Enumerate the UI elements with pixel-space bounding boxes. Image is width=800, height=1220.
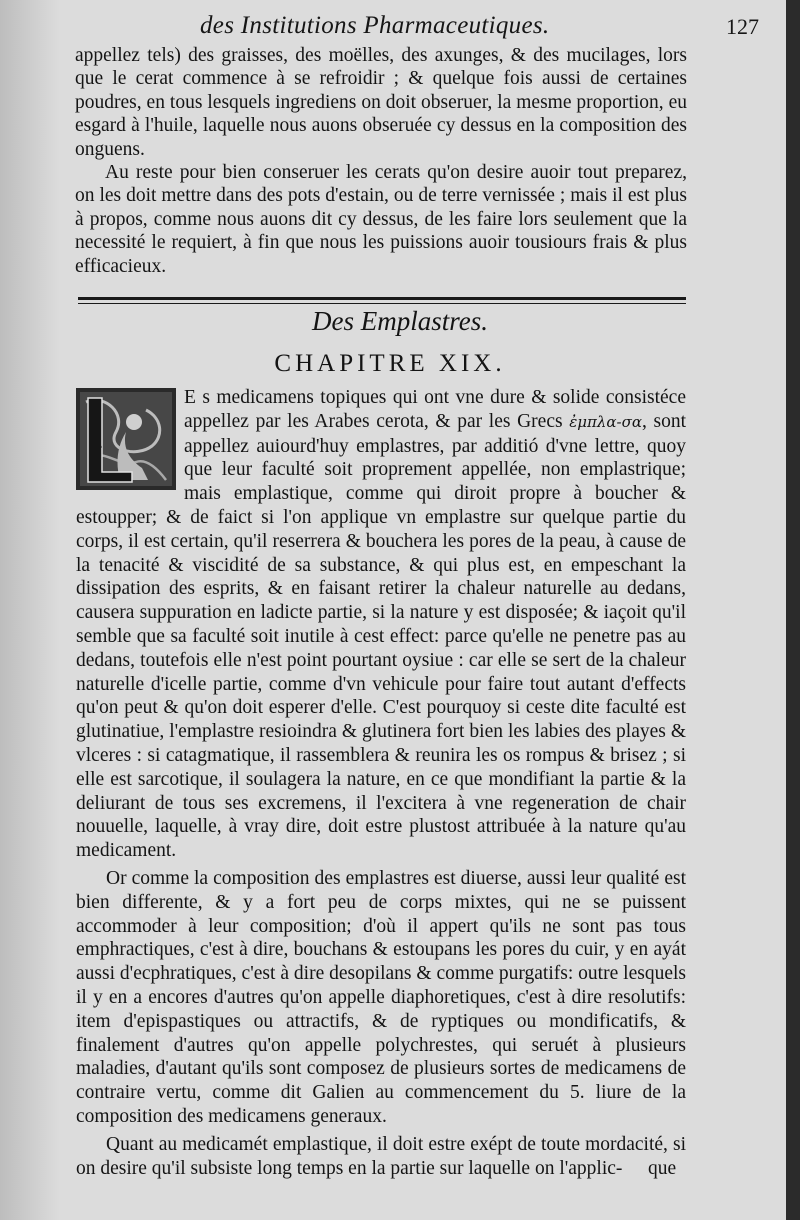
paragraph-emplastres-definition bbox=[76, 386, 686, 863]
paragraph-lead-text: E s medicamens topiques qui ont vne dure & solide consistéce appellez par les Arabes cerota, & par les Grecs bbox=[184, 387, 686, 432]
paragraph-rest-text: , sont appellez auiourd'huy emplastres, par additió d'vne lettre, quoy que leur faculté soit proprement appellée, non emplastrique; mais emplastique, comme qui diroit propre à boucher & estoupper; & de faict si l'on applique vn emplastre sur quelque partie du corps, il est certain, qu'il reserrera & bouchera les pores de la peau, à cause de la tenacité & viscidité de sa substance, & qui plus est, en empeschant la dissipation des esprits, & en faisant retirer la chaleur naturelle au dedans, causera suppuration en ladicte partie, si la nature y est disposée; & iaçoit qu'il semble que sa faculté soit inutile à cest effect: parce qu'elle ne penetre pas au dedans, toutefois elle n'est point pourtant oysiue : car elle se sert de la chaleur naturelle d'icelle partie, comme d'vn vehicule pour faire tout autant d'effects qu'on peut & qu'on doit esperer d'elle. C'est pourquoy si ceste dite faculté est glutinatiue, l'emplastre resioindra & glutinera fort bien les labies des playes & vlceres : si catagmatique, il rassemblera & reunira les os rompus & brisez ; si elle est sarcotique, il soulagera la nature, en ce que mondifiant la partie & la deliurant de tous ses excremens, il l'excitera à vne regeneration de chair nouuelle, laquelle, à vray dire, doit estre plustost attribuée à la nature qu'au medicament. bbox=[76, 410, 687, 862]
drop-cap-initial bbox=[76, 388, 176, 490]
section-title: Des Emplastres. bbox=[312, 306, 488, 336]
section-rule-thick bbox=[78, 297, 686, 300]
running-head bbox=[0, 8, 786, 42]
catchword: que bbox=[648, 1158, 677, 1179]
chapter-body bbox=[76, 386, 686, 1180]
chapter-title: CHAPITRE XIX. bbox=[274, 350, 506, 377]
page-number: 127 bbox=[726, 14, 759, 39]
svg-text:L: L bbox=[95, 437, 103, 451]
greek-term: ἐμπλα-σα bbox=[569, 412, 642, 431]
paragraph-continuation: appellez tels) des graisses, des moëlles, des axunges, & des mucilages, lors que le cerat commence à se refroidir ; & quelque fois aussi de certaines poudres, en tous lesquels ingrediens on doit obseruer, la mesme proportion, eu esgard à l'huile, laquelle nous auons obseruée cy dessus en la composition des onguens. bbox=[75, 45, 687, 160]
top-text-block bbox=[75, 44, 687, 278]
paragraph-cerats-storage: Au reste pour bien conseruer les cerats qu'on desire auoir tout preparez, on les doit mettre dans des pots d'estain, ou de terre vernissée ; mais il est plus à propos, comme nous auons dit cy dessus, de les faire lors seulement que la necessité le requiert, à fin que nous les puissions auoir tousiours frais & plus efficacieux. bbox=[75, 162, 687, 277]
ornamental-initial-icon bbox=[76, 388, 176, 490]
paragraph-medicament-emplastique: Quant au medicamét emplastique, il doit estre exépt de toute mordacité, si on desire qu'il subsiste long temps en la partie sur laquelle on l'applic- bbox=[76, 1133, 686, 1179]
paragraph-composition: Or comme la composition des emplastres est diuerse, aussi leur qualité est bien differente, & y a fort peu de corps mixtes, qui ne se puissent accommoder à leur composition; d'où il appert qu'ils ne sont pas tous emphractiques, c'est à dire, bouchans & estoupans les pores du cuir, y en ayát aussi d'ecphratiques, c'est à dire desopilans & comme purgatifs: outre lesquels il y en a encores d'autres qu'on appelle diaphoretiques, c'est à dire resolutifs: item d'epispastiques ou attractifs, & de ryptiques ou mondificatifs, & finalement d'autres qu'on appelle polychrestes, qui seruét à plusieurs maladies, d'autant qu'ils sont composez de plusieurs sortes de medicamens de contraire vertu, comme dit Galien au commencement du 5. liure de la composition des medicamens generaux. bbox=[76, 867, 686, 1127]
section-rule-thin bbox=[78, 303, 686, 304]
running-title: des Institutions Pharmaceutiques. bbox=[200, 12, 550, 39]
